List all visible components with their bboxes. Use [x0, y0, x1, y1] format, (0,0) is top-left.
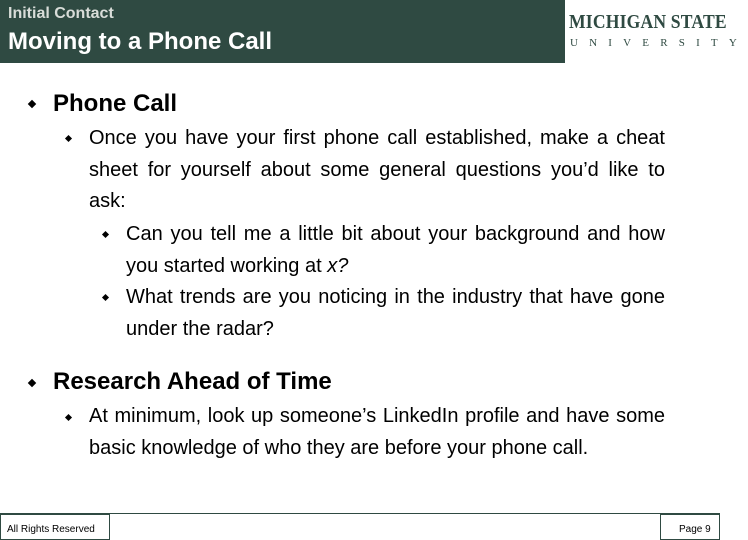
sub-sub-bullet-diamond-icon: [102, 231, 109, 238]
sub-bullet-diamond-icon: [65, 135, 72, 142]
question-background-text: Can you tell me a little bit about your background and how you started working at: [126, 223, 665, 277]
slide-title: Moving to a Phone Call: [8, 28, 273, 55]
logo-subline: UNIVERSITY: [570, 37, 748, 49]
sub-sub-bullet-diamond-icon: [102, 294, 109, 301]
question-background: [126, 219, 665, 282]
footer-rights: All Rights Reserved: [0, 514, 110, 540]
phone-call-sub-text: Once you have your first phone call established, make a cheat sheet for yourself about some general questions you’d like to ask:: [89, 127, 665, 212]
section-label: Initial Contact: [8, 5, 114, 22]
logo-wordmark: MICHIGAN STATE: [569, 11, 727, 33]
question-background-em: x?: [327, 254, 349, 277]
bullet-heading-phone-call: Phone Call: [53, 90, 178, 117]
bullet-diamond-icon: [28, 100, 36, 108]
research-sub-text: At minimum, look up someone’s LinkedIn profile and have some basic knowledge of who they are before your phone call.: [89, 405, 665, 459]
sub-bullet-diamond-icon: [65, 414, 72, 421]
question-trends: What trends are you noticing in the industry that have gone under the radar?: [126, 286, 665, 340]
bullet-heading-research: Research Ahead of Time: [53, 368, 332, 395]
footer-page-number: Page 9: [660, 514, 720, 540]
bullet-diamond-icon: [28, 379, 36, 387]
